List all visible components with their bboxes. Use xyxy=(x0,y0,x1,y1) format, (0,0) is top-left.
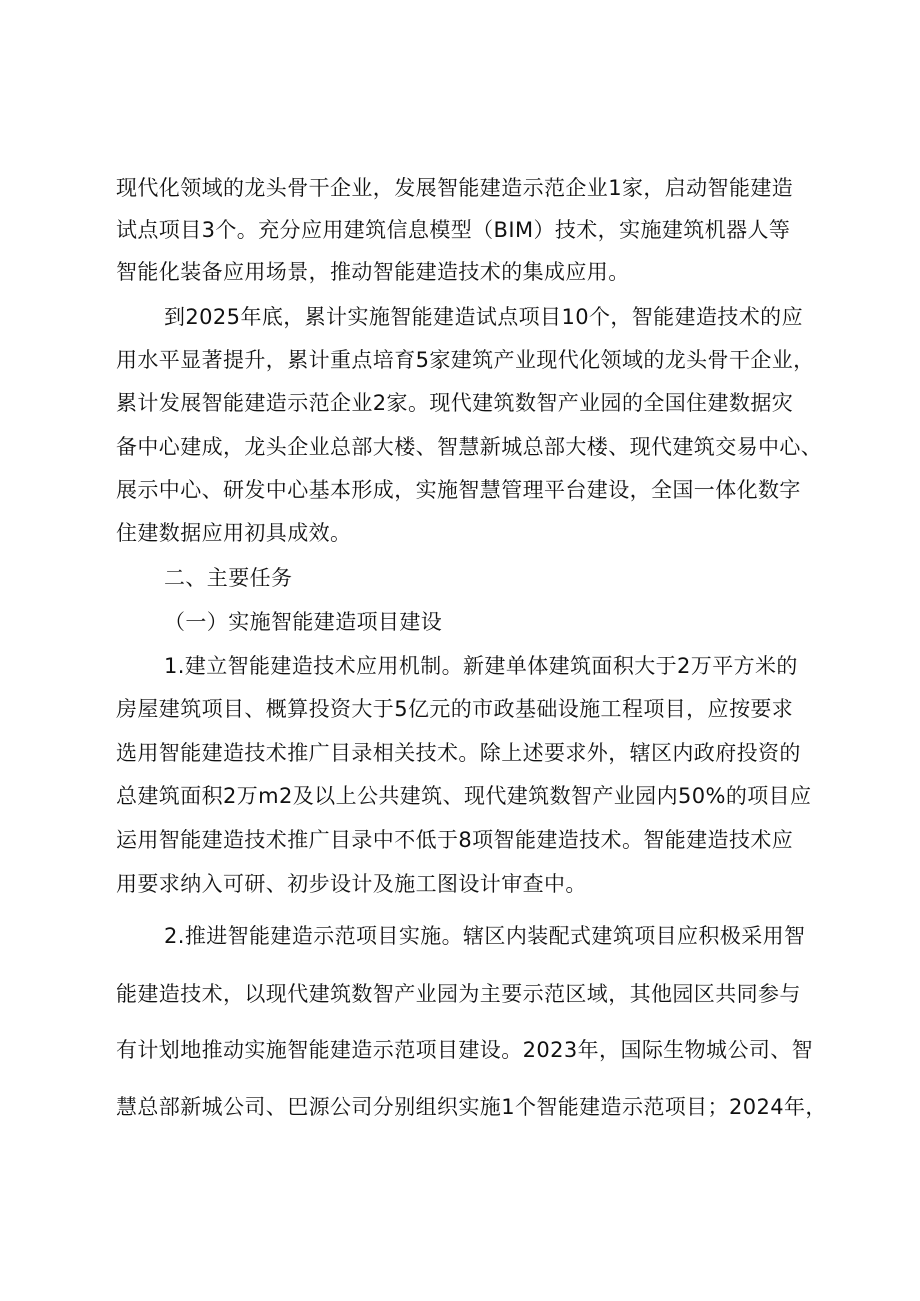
body-text-line: 智能化装备应用场景，推动智能建造技术的集成应用。 xyxy=(116,260,630,284)
body-text-line: 试点项目3个。充分应用建筑信息模型（BIM）技术，实施建筑机器人等 xyxy=(116,218,791,242)
body-text-line: 展示中心、研发中心基本形成，实施智慧管理平台建设，全国一体化数字 xyxy=(116,478,801,502)
body-text-line: 2.推进智能建造示范项目实施。辖区内装配式建筑项目应积极采用智 xyxy=(164,924,806,948)
body-text-line: 到2025年底，累计实施智能建造试点项目10个，智能建造技术的应 xyxy=(164,305,803,329)
body-text-line: 有计划地推动实施智能建造示范项目建设。2023年，国际生物城公司、智 xyxy=(116,1038,814,1062)
section-heading: 二、主要任务 xyxy=(164,566,293,590)
body-text-line: 能建造技术，以现代建筑数智产业园为主要示范区域，其他园区共同参与 xyxy=(116,982,801,1006)
body-text-line: 慧总部新城公司、巴源公司分别组织实施1个智能建造示范项目；2024年， xyxy=(116,1095,827,1119)
body-text-line: 1.建立智能建造技术应用机制。新建单体建筑面积大于2万平方米的 xyxy=(164,654,798,678)
body-text-line: 备中心建成，龙头企业总部大楼、智慧新城总部大楼、现代建筑交易中心、 xyxy=(116,435,823,459)
body-text-line: 运用智能建造技术推广目录中不低于8项智能建造技术。智能建造技术应 xyxy=(116,828,794,852)
subsection-heading: （一）实施智能建造项目建设 xyxy=(164,610,443,634)
body-text-line: 选用智能建造技术推广目录相关技术。除上述要求外，辖区内政府投资的 xyxy=(116,741,801,765)
body-text-line: 现代化领域的龙头骨干企业，发展智能建造示范企业1家，启动智能建造 xyxy=(116,176,794,200)
body-text-line: 住建数据应用初具成效。 xyxy=(116,521,352,545)
body-text-line: 房屋建筑项目、概算投资大于5亿元的市政基础设施工程项目，应按要求 xyxy=(116,697,794,721)
body-text-line: 用要求纳入可研、初步设计及施工图设计审查中。 xyxy=(116,872,587,896)
body-text-line: 累计发展智能建造示范企业2家。现代建筑数智产业园的全国住建数据灾 xyxy=(116,391,794,415)
body-text-line: 用水平显著提升，累计重点培育5家建筑产业现代化领域的龙头骨干企业， xyxy=(116,348,815,372)
body-text-line: 总建筑面积2万m2及以上公共建筑、现代建筑数智产业园内50%的项目应 xyxy=(116,784,812,808)
